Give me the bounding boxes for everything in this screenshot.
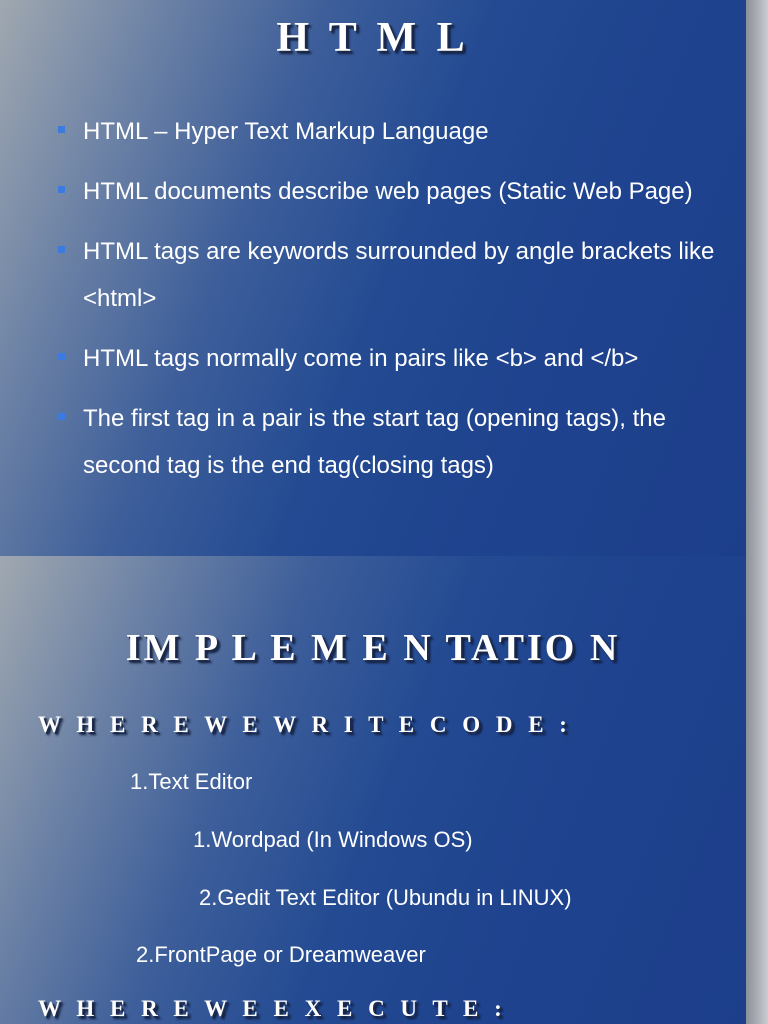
where-write-heading: W H E R E W E W R I T E C O D E : (38, 712, 572, 737)
bullet-item (0, 168, 746, 215)
bullet-item (0, 228, 746, 322)
slide-edge (746, 556, 768, 1024)
bullet-list (0, 108, 746, 502)
list-item: 2.FrontPage or Dreamweaver (136, 942, 426, 967)
bullet-square-icon (58, 353, 65, 360)
bullet-square-icon (58, 246, 65, 253)
bullet-square-icon (58, 413, 65, 420)
bullet-item (0, 335, 746, 382)
list-item: 1.Wordpad (In Windows OS) (193, 827, 473, 852)
where-execute-heading: W H E R E W E E X E C U T E : (38, 996, 507, 1021)
bullet-text: The first tag in a pair is the start tag (opening tags), the second tag is the end tag(closing tags) (83, 405, 666, 479)
bullet-text: HTML tags are keywords surrounded by angle brackets like <html> (83, 238, 715, 312)
slide-title: IM P L E M E N TATIO N (125, 627, 621, 669)
slide-title: H T M L (276, 15, 470, 61)
bullet-square-icon (58, 186, 65, 193)
slide-edge (746, 0, 768, 556)
bullet-text: HTML tags normally come in pairs like <b> and </b> (83, 345, 639, 372)
bullet-square-icon (58, 126, 65, 133)
bullet-text: HTML – Hyper Text Markup Language (83, 118, 489, 145)
bullet-text: HTML documents describe web pages (Static Web Page) (83, 178, 693, 205)
slide-implementation (0, 556, 768, 1024)
list-item: 2.Gedit Text Editor (Ubundu in LINUX) (199, 885, 572, 910)
list-item: 1.Text Editor (130, 769, 253, 794)
bullet-item (0, 395, 746, 489)
bullet-item (0, 108, 746, 155)
